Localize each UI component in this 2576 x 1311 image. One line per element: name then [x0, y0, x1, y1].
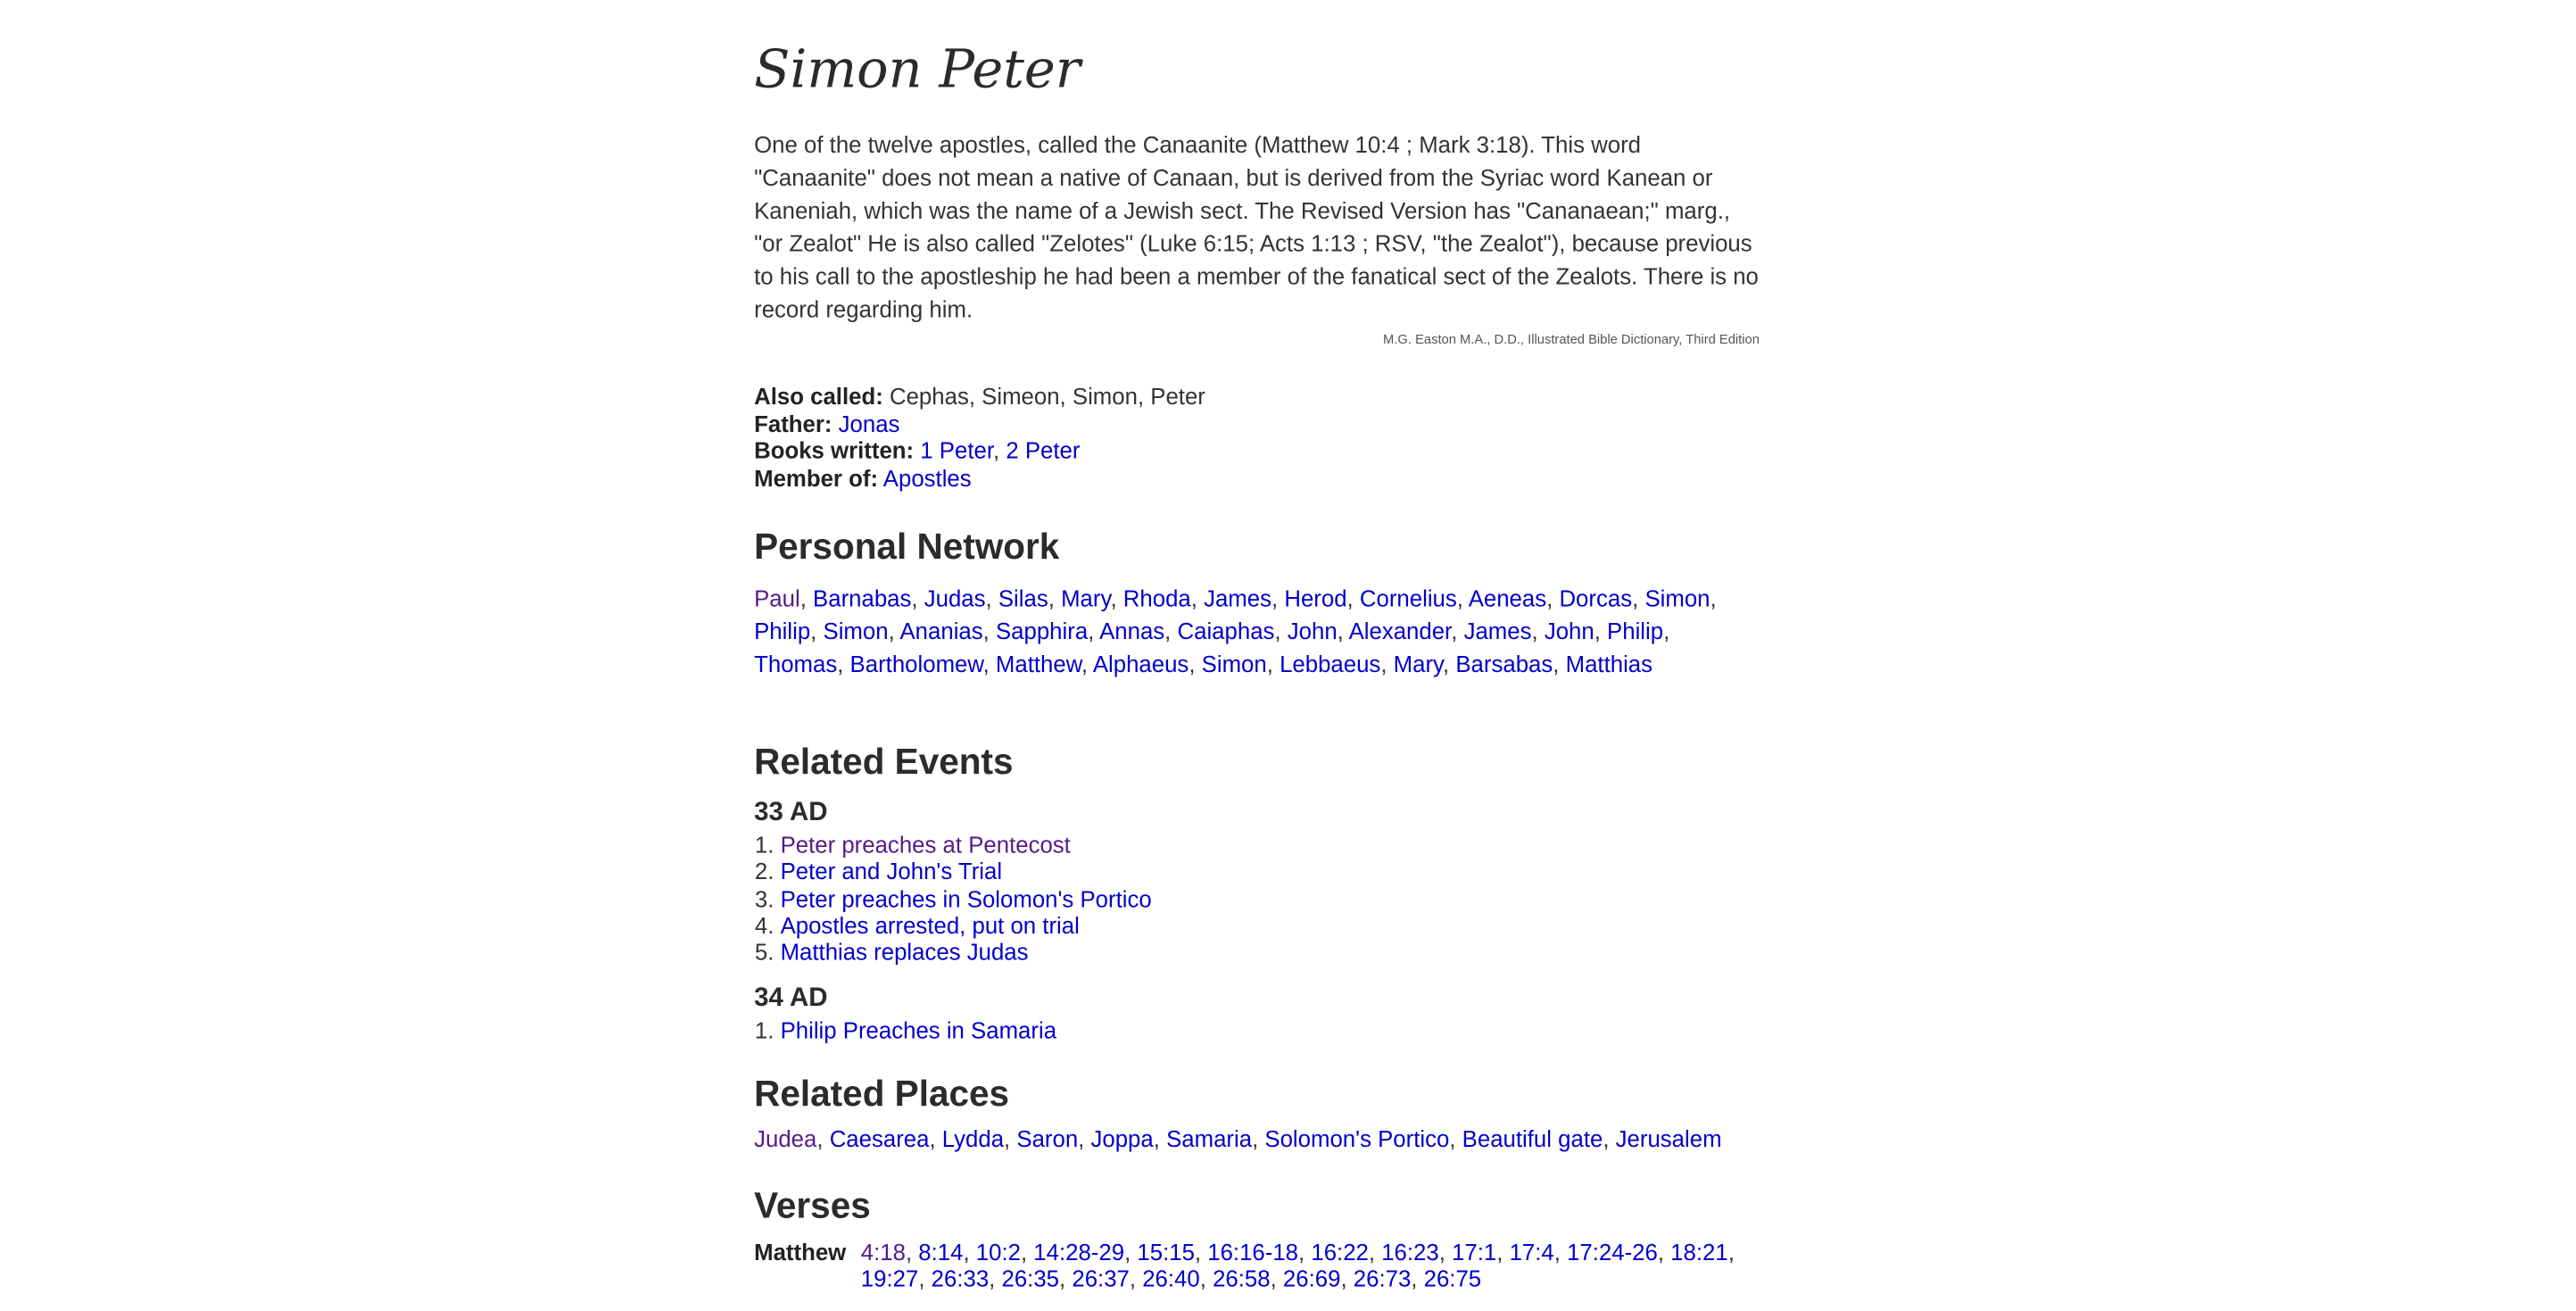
event-list	[754, 1018, 1760, 1045]
father-links	[839, 410, 900, 436]
entity-link[interactable]: Rhoda	[1122, 585, 1191, 611]
list-separator: ,	[918, 1265, 932, 1292]
entity-link[interactable]: Judas	[924, 585, 986, 611]
facts-block	[754, 383, 1760, 492]
event-year-heading: 33 AD	[754, 798, 828, 827]
entity-link[interactable]: Paul	[754, 585, 800, 611]
list-separator: ,	[1189, 651, 1202, 677]
fact-label: Father:	[754, 410, 832, 436]
list-separator: ,	[810, 618, 824, 644]
event-link[interactable]: Matthias replaces Judas	[780, 938, 1029, 966]
event-year-group	[754, 797, 1760, 966]
entity-link[interactable]: Sapphira	[995, 618, 1089, 644]
list-separator: ,	[837, 651, 850, 677]
entity-link[interactable]: Dorcas	[1559, 585, 1633, 611]
entity-link[interactable]: 2 Peter	[1006, 436, 1081, 464]
list-separator: ,	[929, 1124, 942, 1152]
entity-link[interactable]: Ananias	[899, 618, 983, 644]
list-separator: ,	[1710, 585, 1717, 611]
verse-link[interactable]: 10:2	[975, 1238, 1021, 1265]
verse-link[interactable]: 16:23	[1381, 1238, 1439, 1265]
list-separator: ,	[1368, 1238, 1382, 1265]
fact-label: Also called:	[754, 382, 883, 410]
entity-link[interactable]: Philip	[754, 618, 811, 644]
verses-section	[754, 1182, 1760, 1292]
list-separator: ,	[982, 651, 996, 677]
list-separator: ,	[1271, 585, 1285, 611]
verse-books	[754, 1239, 1760, 1293]
list-separator: ,	[1129, 1265, 1143, 1292]
entity-link[interactable]: Saron	[1016, 1124, 1079, 1152]
verse-link[interactable]: 26:35	[1001, 1265, 1060, 1292]
entity-link[interactable]: James	[1204, 585, 1272, 611]
fact-label: Books written:	[754, 436, 915, 464]
list-separator: ,	[1081, 651, 1093, 677]
list-separator: ,	[1274, 618, 1288, 644]
entity-link[interactable]: Simon	[1201, 651, 1267, 677]
event-year-group	[754, 983, 1760, 1045]
entity-link[interactable]: Alphaeus	[1092, 651, 1189, 677]
fact-books-written	[754, 437, 1760, 464]
verse-refs	[861, 1239, 1760, 1293]
event-list-item	[781, 939, 1760, 966]
fact-father	[754, 410, 1760, 436]
list-separator: ,	[1632, 585, 1645, 611]
entity-link[interactable]: Matthew	[995, 651, 1081, 677]
list-separator: ,	[1059, 1265, 1073, 1292]
entity-link[interactable]: Lebbaeus	[1280, 651, 1381, 677]
entity-link[interactable]: Samaria	[1166, 1124, 1253, 1152]
entity-link[interactable]: Lydda	[941, 1124, 1005, 1152]
event-year-heading: 34 AD	[754, 984, 828, 1014]
books-links	[920, 437, 1080, 463]
list-separator: ,	[1553, 651, 1566, 677]
entity-link[interactable]: Simon	[1644, 585, 1710, 611]
event-list-item	[781, 885, 1760, 912]
event-list-item	[781, 832, 1760, 859]
list-separator: ,	[1252, 1124, 1265, 1152]
entity-link[interactable]: Jonas	[838, 410, 900, 436]
section-heading: Related Places	[754, 1072, 1010, 1114]
section-heading: Related Events	[754, 741, 1014, 783]
entity-link[interactable]: Matthias	[1565, 651, 1653, 677]
list-separator: ,	[816, 1124, 830, 1152]
event-list-item	[781, 859, 1760, 885]
list-separator: ,	[993, 436, 1006, 464]
list-separator: ,	[1199, 1265, 1213, 1292]
event-list-item	[781, 912, 1760, 939]
entity-link[interactable]: Herod	[1284, 585, 1347, 611]
verse-link[interactable]: 17:24-26	[1567, 1238, 1658, 1265]
entity-link[interactable]: John	[1544, 618, 1594, 644]
list-separator: ,	[1004, 1124, 1017, 1152]
verse-link[interactable]: 26:58	[1213, 1265, 1271, 1292]
fact-also-called	[754, 383, 1760, 410]
list-separator: ,	[1020, 1238, 1034, 1265]
verse-link[interactable]: 17:1	[1452, 1238, 1497, 1265]
page-title: Simon Peter	[754, 37, 1081, 101]
list-separator: ,	[1346, 585, 1360, 611]
verse-link[interactable]: 4:18	[860, 1238, 906, 1265]
places-links	[754, 1122, 1760, 1155]
list-separator: ,	[1663, 618, 1670, 644]
verse-link[interactable]: 16:22	[1311, 1238, 1369, 1265]
bio-paragraph: One of the twelve apostles, called the Canaanite (Matthew 10:4 ; Mark 3:18). This word "Canaanite" does not mean a native of Canaan, but is derived from the Syriac word Kanean or Kaneniah, which was the name of a Jewish sect. The Revised Version has "Cananaean;" marg., "or Zealot" He is also called "Zelotes" (Luke 6:15; Acts 1:13 ; RSV, "the Zealot"), because previous to his call to the apostleship he had been a member of the fanatical sect of the Zealots. There is no record regarding him.	[754, 131, 1759, 322]
entity-link[interactable]: 1 Peter	[920, 436, 994, 464]
entity-link[interactable]: Apostles	[882, 464, 972, 491]
entity-link[interactable]: Simon	[823, 618, 889, 644]
list-separator: ,	[1088, 618, 1100, 644]
list-separator: ,	[1164, 618, 1178, 644]
entity-link[interactable]: Aeneas	[1468, 585, 1547, 611]
entity-link[interactable]: Beautiful gate	[1462, 1124, 1603, 1152]
list-separator: ,	[1110, 585, 1123, 611]
list-separator: ,	[1496, 1238, 1510, 1265]
list-separator: ,	[1340, 1265, 1354, 1292]
list-separator: ,	[1546, 585, 1560, 611]
entity-link[interactable]: Cornelius	[1359, 585, 1457, 611]
list-separator: ,	[1531, 618, 1545, 644]
list-separator: ,	[1553, 1238, 1568, 1265]
list-separator: ,	[1194, 1238, 1208, 1265]
event-link[interactable]: Peter preaches at Pentecost	[780, 831, 1071, 859]
list-separator: ,	[1078, 1124, 1091, 1152]
event-list-item	[781, 1018, 1760, 1045]
entity-link[interactable]: Barnabas	[813, 585, 912, 611]
list-separator: ,	[1657, 1238, 1671, 1265]
verse-link[interactable]: 18:21	[1670, 1238, 1728, 1265]
verse-link[interactable]: 19:27	[860, 1265, 919, 1292]
verse-link[interactable]: 8:14	[918, 1238, 964, 1265]
list-separator: ,	[963, 1238, 976, 1265]
event-link[interactable]: Apostles arrested, put on trial	[780, 911, 1080, 939]
entity-link[interactable]: Thomas	[754, 651, 838, 677]
verse-link[interactable]: 26:40	[1142, 1265, 1200, 1292]
related-events-section	[754, 740, 1760, 1045]
entity-link[interactable]: Annas	[1099, 618, 1165, 644]
entity-link[interactable]: Joppa	[1090, 1124, 1154, 1152]
list-separator: ,	[1411, 1265, 1424, 1292]
verse-link[interactable]: 26:73	[1353, 1265, 1412, 1292]
member-links	[883, 464, 972, 490]
verse-link[interactable]: 14:28-29	[1033, 1238, 1125, 1265]
verse-book-name: Matthew	[754, 1238, 847, 1265]
list-separator: ,	[982, 618, 996, 644]
entity-link[interactable]: John	[1287, 618, 1338, 644]
entity-link[interactable]: Alexander	[1348, 618, 1452, 644]
events-years	[754, 797, 1760, 1045]
article	[754, 0, 1760, 1293]
verse-link[interactable]: 16:16-18	[1207, 1238, 1299, 1265]
entity-link[interactable]: Caiaphas	[1177, 618, 1275, 644]
list-separator: ,	[888, 618, 900, 644]
list-separator: ,	[911, 585, 924, 611]
section-heading: Verses	[754, 1184, 871, 1226]
list-separator: ,	[989, 1265, 1002, 1292]
verse-link[interactable]: 26:75	[1423, 1265, 1482, 1292]
list-separator: ,	[1443, 651, 1456, 677]
list-separator: ,	[1449, 1124, 1462, 1152]
entity-link[interactable]: Bartholomew	[849, 651, 983, 677]
list-separator: ,	[799, 585, 814, 611]
list-separator: ,	[905, 1238, 919, 1265]
list-separator: ,	[1153, 1124, 1167, 1152]
list-separator: ,	[1594, 618, 1608, 644]
personal-network-section	[754, 524, 1760, 680]
list-separator: ,	[1603, 1124, 1616, 1152]
verse-book-row	[754, 1239, 1760, 1293]
dictionary-source: M.G. Easton M.A., D.D., Illustrated Bible Dictionary, Third Edition	[1383, 331, 1760, 347]
list-separator: ,	[1727, 1238, 1735, 1265]
fact-value: Cephas, Simeon, Simon, Peter	[889, 382, 1205, 410]
entity-link[interactable]: Mary	[1061, 585, 1111, 611]
verse-link[interactable]: 26:33	[931, 1265, 990, 1292]
list-separator: ,	[1048, 585, 1062, 611]
event-link[interactable]: Peter preaches in Solomon's Portico	[780, 884, 1152, 912]
entity-link[interactable]: Caesarea	[829, 1124, 930, 1152]
event-link[interactable]: Peter and John's Trial	[780, 858, 1003, 885]
entity-link[interactable]: Mary	[1393, 651, 1444, 677]
list-separator: ,	[1298, 1238, 1312, 1265]
entity-link[interactable]: Solomon's Portico	[1264, 1124, 1450, 1152]
section-heading: Personal Network	[754, 526, 1060, 568]
entity-link[interactable]: Jerusalem	[1615, 1124, 1722, 1152]
verse-link[interactable]: 17:4	[1509, 1238, 1554, 1265]
list-separator: ,	[1456, 585, 1469, 611]
fact-member-of	[754, 464, 1760, 491]
list-separator: ,	[1337, 618, 1349, 644]
list-separator: ,	[1266, 651, 1280, 677]
list-separator: ,	[1124, 1238, 1138, 1265]
verse-link[interactable]: 26:37	[1072, 1265, 1130, 1292]
related-places-section	[754, 1071, 1760, 1155]
list-separator: ,	[1270, 1265, 1283, 1292]
verse-link[interactable]: 15:15	[1137, 1238, 1195, 1265]
entity-link[interactable]: James	[1463, 618, 1532, 644]
entity-link[interactable]: Silas	[998, 585, 1048, 611]
event-list	[754, 832, 1760, 966]
list-separator: ,	[1380, 651, 1394, 677]
list-separator: ,	[1190, 585, 1205, 611]
verse-link[interactable]: 26:69	[1282, 1265, 1341, 1292]
list-separator: ,	[985, 585, 998, 611]
entity-link[interactable]: Philip	[1607, 618, 1664, 644]
network-links	[754, 582, 1760, 680]
fact-label: Member of:	[754, 464, 879, 491]
list-separator: ,	[1438, 1238, 1453, 1265]
list-separator: ,	[1451, 618, 1464, 644]
entity-link[interactable]: Barsabas	[1455, 651, 1553, 677]
event-link[interactable]: Philip Preaches in Samaria	[780, 1017, 1057, 1045]
entity-link[interactable]: Judea	[754, 1124, 817, 1152]
